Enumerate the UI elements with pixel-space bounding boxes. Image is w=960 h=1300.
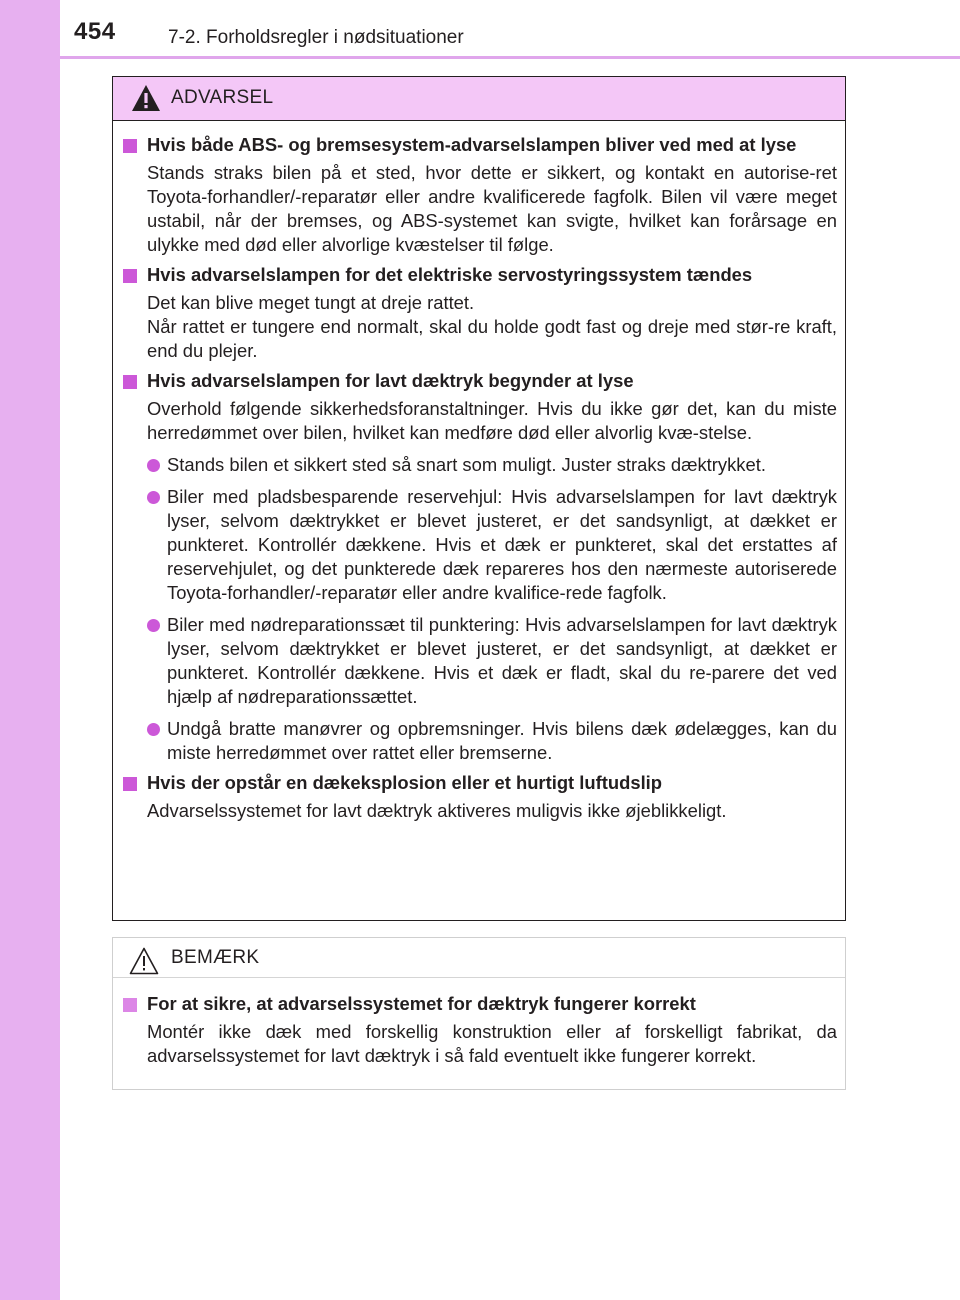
warning-label: ADVARSEL — [171, 87, 274, 108]
warning-paragraph: Overhold følgende sikkerhedsforanstaltninger. Hvis du ikke gør det, kan du miste herredømmet over bilen, hvilket kan medføre død eller alvorlig kvæ-stelse. — [147, 398, 837, 443]
warning-paragraph: Når rattet er tungere end normalt, skal du holde godt fast og dreje med stør-re kraft, end du plejer. — [147, 316, 837, 361]
circle-bullet-icon — [147, 619, 160, 632]
warning-paragraph: Det kan blive meget tungt at dreje rattet. — [147, 292, 475, 313]
square-bullet-icon — [123, 269, 137, 283]
bullet-item: Biler med pladsbesparende reservehjul: Hvis advarselslampen for lavt dæktryk lyser, selvom dæktrykket er blevet justeret, er det sandsynligt, at dækket er punkteret. Kontrollér dækkene. Hvis et dæk er punkteret, skal det erstattes af reservehjulet, og det punkterede dæk repareres hos den nærmeste autoriserede Toyota-forhandler/-reparatør eller andre kvalifice-rede fagfolk. — [123, 485, 837, 605]
warning-heading: Hvis advarselslampen for det elektriske servostyringssystem tændes — [123, 263, 837, 287]
notice-label: BEMÆRK — [171, 947, 260, 968]
notice-body — [113, 978, 845, 1068]
bullet-item: Stands bilen et sikkert sted så snart som muligt. Juster straks dæktrykket. — [123, 453, 837, 477]
warning-box-header — [113, 77, 845, 121]
square-bullet-icon — [123, 375, 137, 389]
warning-paragraph: Stands straks bilen på et sted, hvor dette er sikkert, og kontakt en autorise-ret Toyota-forhandler/-reparatør eller andre kvalificerede fagfolk. Bilen vil være meget ustabil, når der bremses, og ABS-systemet kan svigte, hvilket kan forårsage en ulykke med død eller alvorlige kvæstelser til følge. — [147, 162, 837, 255]
warning-box — [112, 76, 846, 921]
section-title: 7-2. Forholdsregler i nødsituationer — [168, 27, 464, 48]
notice-box — [112, 937, 846, 1090]
square-bullet-icon — [123, 998, 137, 1012]
notice-heading: For at sikre, at advarselssystemet for dæktryk fungerer korrekt — [123, 992, 837, 1016]
warning-paragraph: Advarselssystemet for lavt dæktryk aktiveres muligvis ikke øjeblikkeligt. — [147, 800, 727, 821]
circle-bullet-icon — [147, 459, 160, 472]
chapter-side-band — [0, 0, 60, 1300]
page-number: 454 — [74, 18, 116, 45]
notice-box-header — [113, 938, 845, 978]
warning-body — [113, 121, 845, 823]
warning-heading: Hvis advarselslampen for lavt dæktryk begynder at lyse — [123, 369, 837, 393]
notice-triangle-icon — [129, 947, 159, 975]
square-bullet-icon — [123, 139, 137, 153]
bullet-item: Undgå bratte manøvrer og opbremsninger. Hvis bilens dæk ødelægges, kan du miste herredømmet over rattet eller bremserne. — [123, 717, 837, 765]
circle-bullet-icon — [147, 723, 160, 736]
warning-heading: Hvis der opstår en dækeksplosion eller et hurtigt luftudslip — [123, 771, 837, 795]
page-header — [60, 0, 960, 56]
bullet-item: Biler med nødreparationssæt til punktering: Hvis advarselslampen for lavt dæktryk lyser, selvom dæktrykket er blevet justeret, er det sandsynligt, at dækket er punkteret. Kontrollér dækkene. Hvis et dæk er fladt, skal du re-parere det ved hjælp af nødreparationssættet. — [123, 613, 837, 709]
square-bullet-icon — [123, 777, 137, 791]
circle-bullet-icon — [147, 491, 160, 504]
notice-paragraph: Montér ikke dæk med forskellig konstruktion eller af forskelligt fabrikat, da advarselssystemet for lavt dæktryk i så fald eventuelt ikke fungerer korrekt. — [147, 1021, 837, 1066]
warning-triangle-icon — [131, 84, 161, 112]
warning-heading: Hvis både ABS- og bremsesystem-advarselslampen bliver ved med at lyse — [123, 133, 837, 157]
header-rule — [60, 56, 960, 59]
